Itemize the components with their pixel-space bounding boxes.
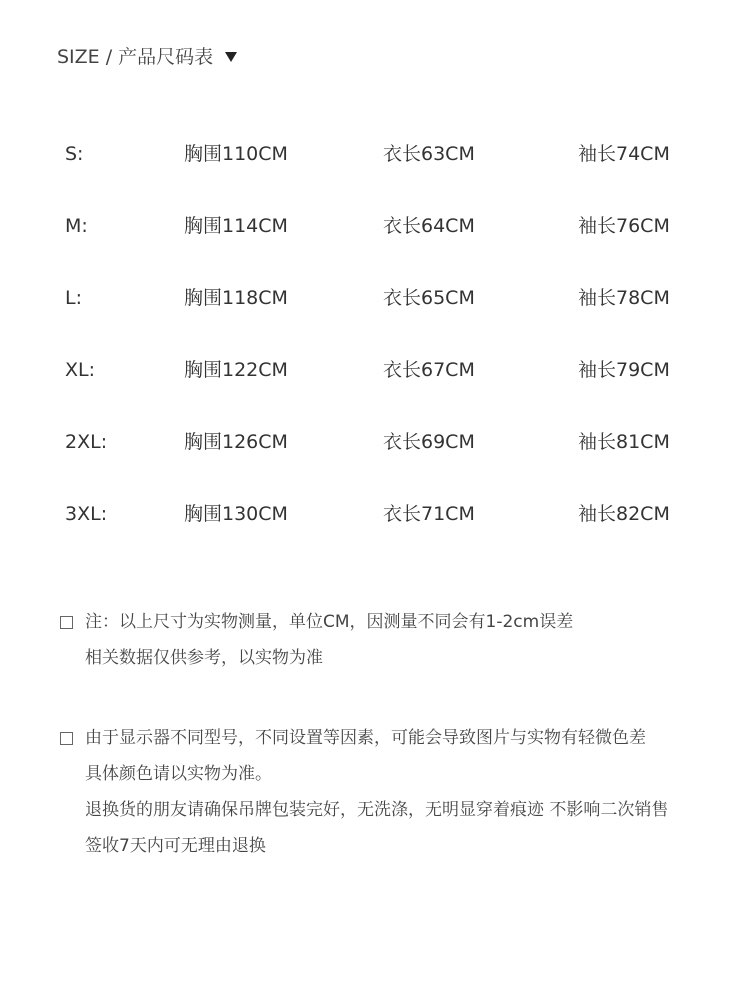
note-text: 具体颜色请以实物为准。 bbox=[85, 764, 272, 784]
sleeve-value: 袖长74CM bbox=[578, 143, 670, 165]
size-row bbox=[0, 139, 750, 211]
size-row bbox=[0, 355, 750, 427]
chest-value: 胸围118CM bbox=[184, 287, 288, 309]
sleeve-value: 袖长78CM bbox=[578, 287, 670, 309]
length-value: 衣长63CM bbox=[383, 143, 475, 165]
note-line bbox=[60, 720, 668, 756]
measurement-note bbox=[60, 604, 573, 676]
sleeve-value: 袖长81CM bbox=[578, 431, 670, 453]
page-title bbox=[57, 42, 237, 69]
length-value: 衣长71CM bbox=[383, 503, 475, 525]
size-row bbox=[0, 211, 750, 283]
checkbox-icon bbox=[60, 616, 73, 629]
chest-value: 胸围110CM bbox=[184, 143, 288, 165]
note-text: 注：以上尺寸为实物测量，单位CM，因测量不同会有1-2cm误差 bbox=[85, 612, 574, 632]
triangle-down-icon bbox=[225, 52, 237, 62]
size-label: M: bbox=[65, 215, 88, 237]
chest-value: 胸围122CM bbox=[184, 359, 288, 381]
note-text: 相关数据仅供参考，以实物为准 bbox=[85, 648, 323, 668]
color-return-note bbox=[60, 720, 668, 864]
note-line bbox=[60, 604, 573, 640]
sleeve-value: 袖长79CM bbox=[578, 359, 670, 381]
page-title-text: SIZE / 产品尺码表 bbox=[57, 46, 214, 68]
length-value: 衣长69CM bbox=[383, 431, 475, 453]
length-value: 衣长67CM bbox=[383, 359, 475, 381]
size-label: 3XL: bbox=[65, 503, 108, 525]
size-row bbox=[0, 499, 750, 571]
note-text: 签收7天内可无理由退换 bbox=[85, 836, 266, 856]
sleeve-value: 袖长82CM bbox=[578, 503, 670, 525]
size-label: L: bbox=[65, 287, 82, 309]
length-value: 衣长65CM bbox=[383, 287, 475, 309]
size-label: XL: bbox=[65, 359, 96, 381]
note-text: 由于显示器不同型号，不同设置等因素，可能会导致图片与实物有轻微色差 bbox=[85, 728, 646, 748]
size-table bbox=[0, 139, 750, 571]
note-text: 退换货的朋友请确保吊牌包装完好，无洗涤，无明显穿着痕迹 不影响二次销售 bbox=[85, 800, 669, 820]
length-value: 衣长64CM bbox=[383, 215, 475, 237]
size-label: S: bbox=[65, 143, 84, 165]
checkbox-icon bbox=[60, 732, 73, 745]
chest-value: 胸围126CM bbox=[184, 431, 288, 453]
size-label: 2XL: bbox=[65, 431, 108, 453]
size-row bbox=[0, 283, 750, 355]
size-row bbox=[0, 427, 750, 499]
chest-value: 胸围130CM bbox=[184, 503, 288, 525]
sleeve-value: 袖长76CM bbox=[578, 215, 670, 237]
chest-value: 胸围114CM bbox=[184, 215, 288, 237]
